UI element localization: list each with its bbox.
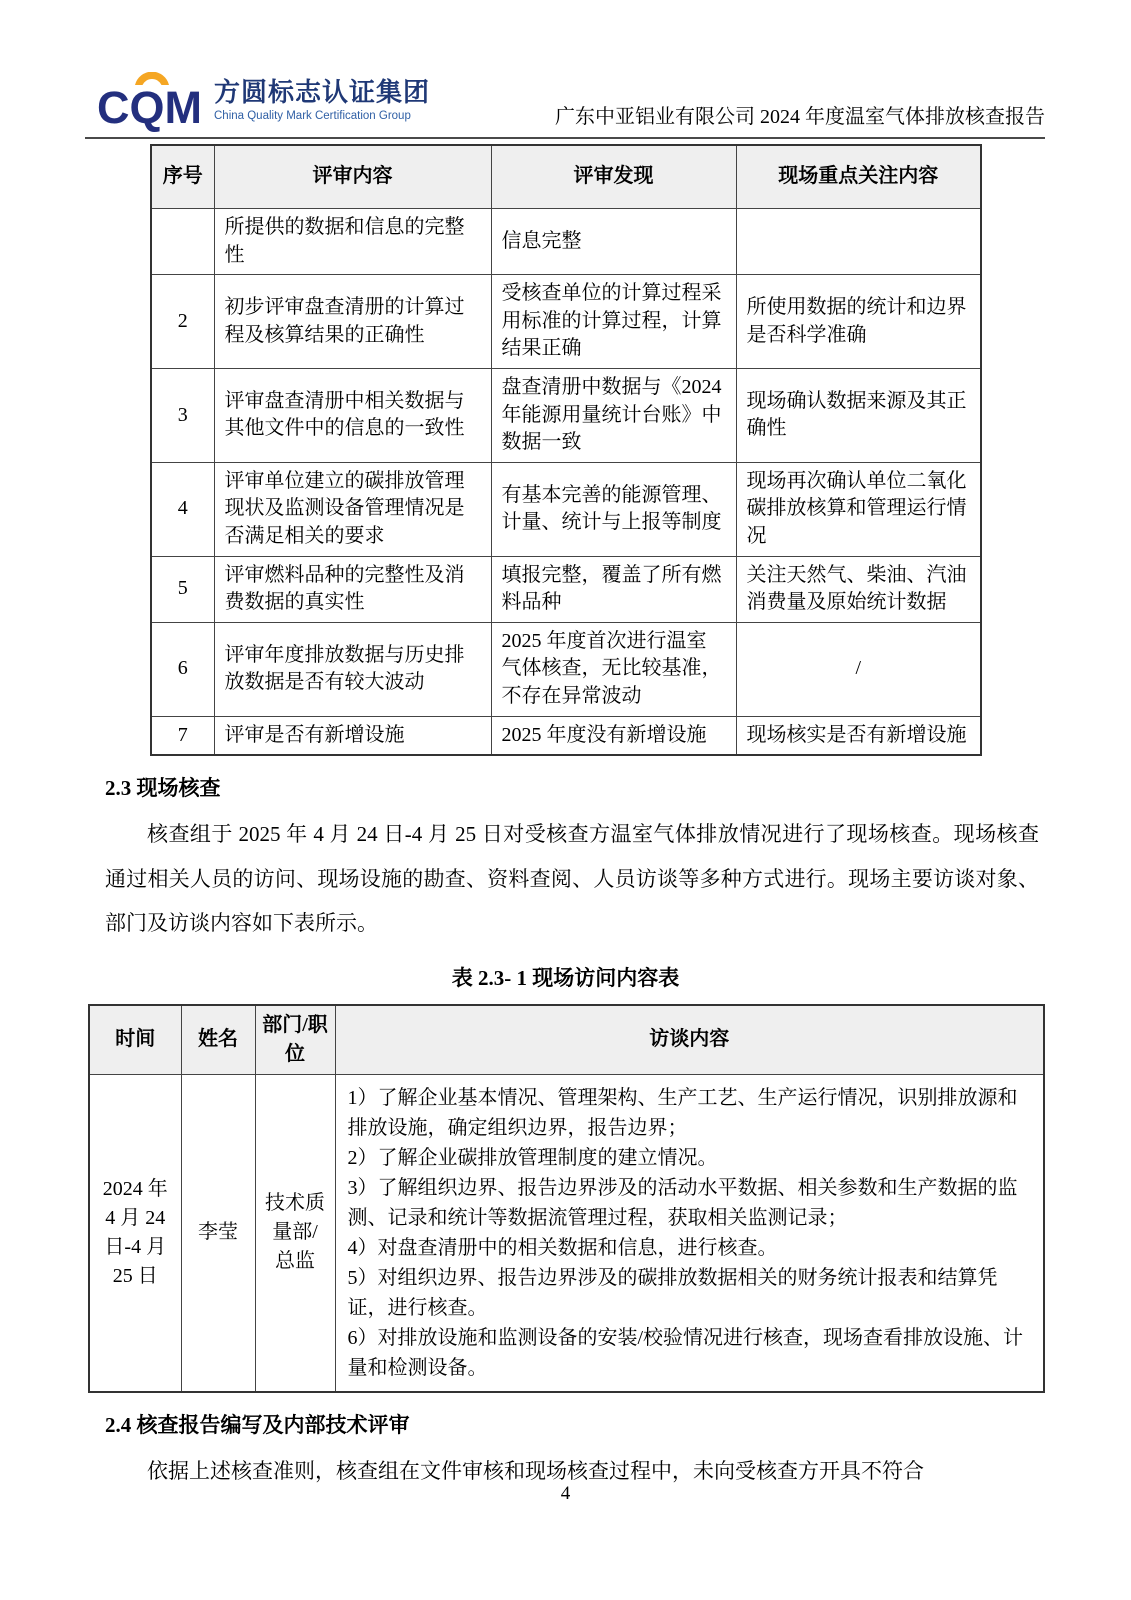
col-header-finding: 评审发现 [491, 145, 736, 209]
cell-focus: / [736, 622, 981, 716]
table-row [151, 275, 981, 369]
table-row [151, 209, 981, 275]
cell-finding: 有基本完善的能源管理、计量、统计与上报等制度 [491, 462, 736, 556]
cqm-acronym: CQM [97, 82, 202, 133]
section-2-4-paragraph: 依据上述核查准则，核查组在文件审核和现场核查过程中，未向受核查方开具不符合 [147, 1458, 924, 1483]
cell-content: 评审燃料品种的完整性及消费数据的真实性 [214, 556, 491, 622]
visit-table-header [89, 1005, 1044, 1075]
cell-content: 初步评审盘查清册的计算过程及核算结果的正确性 [214, 275, 491, 369]
table-header-row [151, 145, 981, 209]
col-header-name: 姓名 [181, 1005, 255, 1075]
header-rule [85, 137, 1045, 139]
cell-no: 7 [151, 716, 214, 755]
cell-no: 4 [151, 462, 214, 556]
table-row [151, 462, 981, 556]
table-row [89, 1074, 1044, 1392]
logo-name-en: China Quality Mark Certification Group [214, 109, 411, 122]
cell-finding: 盘查清册中数据与《2024 年能源用量统计台账》中数据一致 [491, 368, 736, 462]
logo-name-cn: 方圆标志认证集团 [214, 77, 431, 108]
section-2-3-paragraph: 核查组于 2025 年 4 月 24 日-4 月 25 日对受核查方温室气体排放情况进行了现场核查。现场核查通过相关人员的访问、现场设施的勘查、资料查阅、人员访谈等多种方式进行。现场主要访谈对象、部门及访谈内容如下表所示。 [105, 822, 1039, 936]
cell-time: 2024 年 4 月 24 日-4 月 25 日 [89, 1074, 181, 1392]
col-header-focus: 现场重点关注内容 [736, 145, 981, 209]
col-header-dept: 部门/职位 [255, 1005, 335, 1075]
review-table-body [151, 209, 981, 756]
cqm-logo-text [214, 78, 430, 124]
interview-item: 1）了解企业基本情况、管理架构、生产工艺、生产运行情况，识别排放源和排放设施，确定组织边界，报告边界； [347, 1086, 1018, 1139]
cell-no [151, 209, 214, 275]
table-row [151, 716, 981, 755]
interview-item: 5）对组织边界、报告边界涉及的碳排放数据相关的财务统计报表和结算凭证，进行核查。 [347, 1266, 998, 1319]
review-table-header [151, 145, 981, 209]
table-header-row [89, 1005, 1044, 1075]
cell-finding: 受核查单位的计算过程采用标准的计算过程，计算结果正确 [491, 275, 736, 369]
table-row [151, 368, 981, 462]
cell-focus [736, 209, 981, 275]
visit-table-caption: 表 2.3- 1 现场访问内容表 [451, 965, 680, 990]
cell-finding: 2025 年度没有新增设施 [491, 716, 736, 755]
section-2-3-heading: 2.3 现场核查 [105, 776, 221, 801]
cqm-logo-mark [97, 72, 202, 133]
cqm-arc-icon [132, 72, 172, 86]
cell-content: 所提供的数据和信息的完整性 [214, 209, 491, 275]
interview-item: 6）对排放设施和监测设备的安装/校验情况进行核查，现场查看排放设施、计量和检测设备。 [347, 1326, 1024, 1379]
review-table [150, 144, 982, 756]
table-row [151, 556, 981, 622]
cell-interview-content [335, 1074, 1044, 1392]
cell-focus: 关注天然气、柴油、汽油消费量及原始统计数据 [736, 556, 981, 622]
cell-focus: 所使用数据的统计和边界是否科学准确 [736, 275, 981, 369]
page-number: 4 [560, 1483, 571, 1504]
col-header-time: 时间 [89, 1005, 181, 1075]
cell-no: 3 [151, 368, 214, 462]
cell-dept: 技术质量部/总监 [255, 1074, 335, 1392]
cell-content: 评审年度排放数据与历史排放数据是否有较大波动 [214, 622, 491, 716]
visit-table-body [89, 1074, 1044, 1392]
interview-item: 2）了解企业碳排放管理制度的建立情况。 [347, 1146, 718, 1169]
visit-table [88, 1004, 1045, 1393]
cell-finding: 填报完整，覆盖了所有燃料品种 [491, 556, 736, 622]
cell-content: 评审是否有新增设施 [214, 716, 491, 755]
cqm-logo [97, 72, 431, 133]
cell-focus: 现场核实是否有新增设施 [736, 716, 981, 755]
cell-name: 李莹 [181, 1074, 255, 1392]
section-2-4-heading: 2.4 核查报告编写及内部技术评审 [105, 1412, 410, 1437]
cell-content: 评审盘查清册中相关数据与其他文件中的信息的一致性 [214, 368, 491, 462]
interview-item: 3）了解组织边界、报告边界涉及的活动水平数据、相关参数和生产数据的监测、记录和统计等数据流管理过程，获取相关监测记录； [347, 1176, 1018, 1229]
interview-item: 4）对盘查清册中的相关数据和信息，进行核查。 [347, 1236, 778, 1259]
col-header-interview: 访谈内容 [335, 1005, 1044, 1075]
cell-finding: 信息完整 [491, 209, 736, 275]
cell-focus: 现场再次确认单位二氧化碳排放核算和管理运行情况 [736, 462, 981, 556]
cell-finding: 2025 年度首次进行温室气体核查，无比较基准，不存在异常波动 [491, 622, 736, 716]
cell-no: 6 [151, 622, 214, 716]
cell-focus: 现场确认数据来源及其正确性 [736, 368, 981, 462]
cell-content: 评审单位建立的碳排放管理现状及监测设备管理情况是否满足相关的要求 [214, 462, 491, 556]
document-title: 广东中亚铝业有限公司 2024 年度温室气体排放核查报告 [555, 106, 1045, 128]
cell-no: 2 [151, 275, 214, 369]
table-row [151, 622, 981, 716]
col-header-content: 评审内容 [214, 145, 491, 209]
col-header-no: 序号 [151, 145, 214, 209]
cell-no: 5 [151, 556, 214, 622]
page-header [0, 0, 1131, 133]
